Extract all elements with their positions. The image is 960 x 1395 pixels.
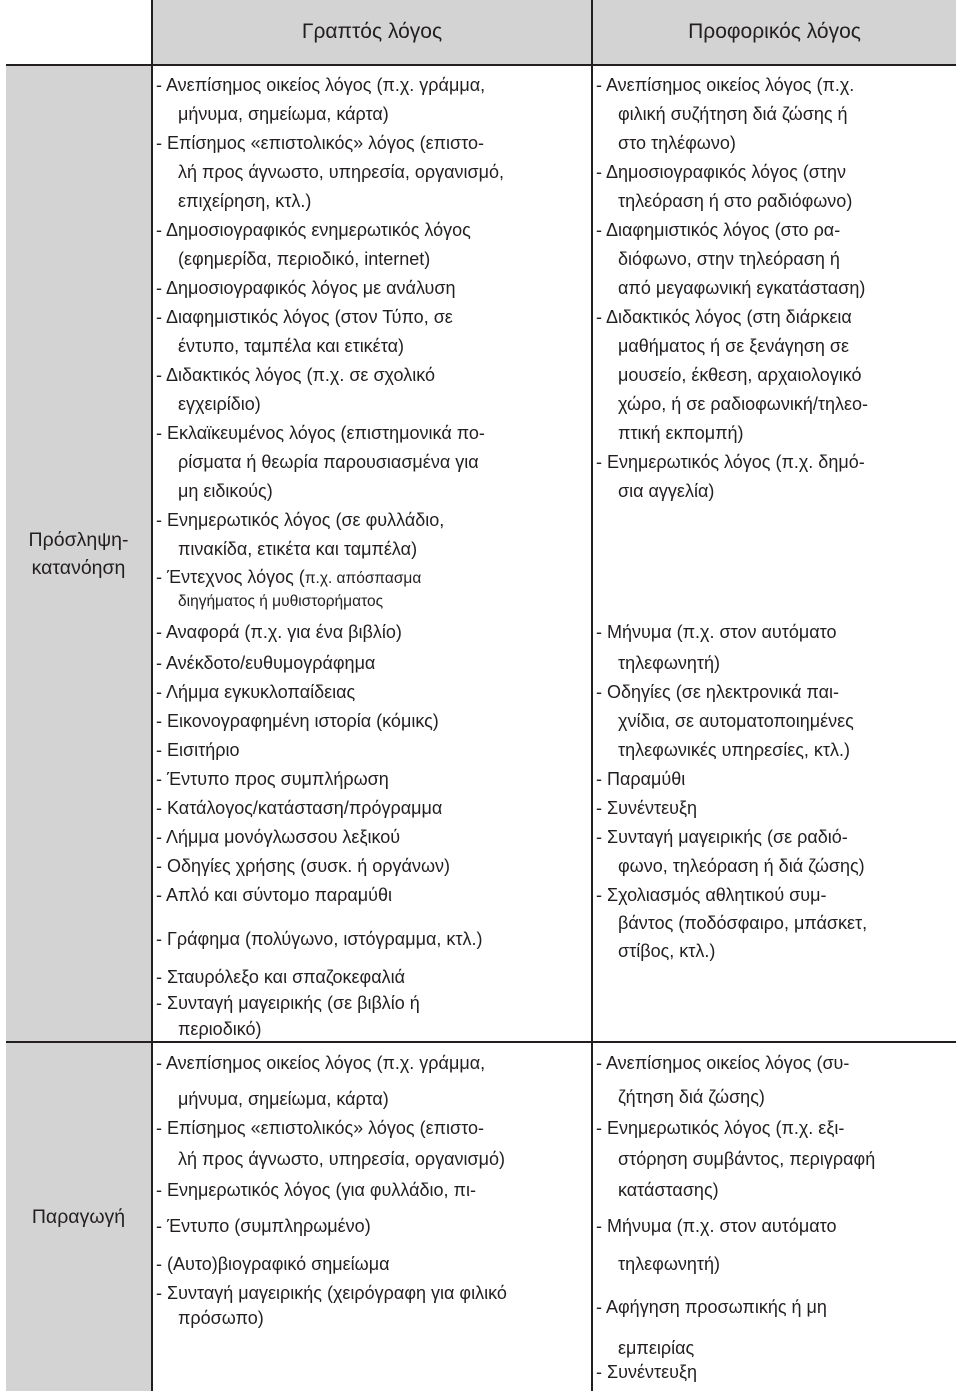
list-line: - Ανεπίσημος οικείος λόγος (π.χ. γράμμα, <box>156 75 486 95</box>
list-line: τηλεφωνητή) <box>618 653 720 673</box>
list-line: - Εκλαϊκευμένος λόγος (επιστημονικά πο- <box>156 423 485 443</box>
column-divider <box>591 0 593 1391</box>
list-line: τηλεφωνικές υπηρεσίες, κτλ.) <box>618 740 851 760</box>
list-line: - Ενημερωτικός λόγος (π.χ. δημό- <box>596 452 865 472</box>
list-line: διόφωνο, στην τηλεόραση ή <box>618 249 840 269</box>
list-line: στο τηλέφωνο) <box>618 133 736 153</box>
label-column-divider <box>151 0 153 1391</box>
list-line: τηλεόραση ή στο ραδιόφωνο) <box>618 191 853 211</box>
list-line: κατάστασης) <box>618 1180 719 1200</box>
list-line: - Μήνυμα (π.χ. στον αυτόματο <box>596 1216 837 1236</box>
list-line: - Λήμμα μονόγλωσσου λεξικού <box>156 827 401 847</box>
list-line: - Διδακτικός λόγος (π.χ. σε σχολικό <box>156 365 435 385</box>
list-line: - Ενημερωτικός λόγος (π.χ. εξι- <box>596 1118 845 1138</box>
list-line: - Αναφορά (π.χ. για ένα βιβλίο) <box>156 622 402 642</box>
list-line: λή προς άγνωστο, υπηρεσία, οργανισμό, <box>178 162 504 182</box>
list-line: - Οδηγίες (σε ηλεκτρονικά παι- <box>596 682 839 702</box>
list-line: περιοδικό) <box>178 1019 262 1039</box>
list-line: - (Αυτο)βιογραφικό σημείωμα <box>156 1254 390 1274</box>
header-oral: Προφορικός λόγος <box>593 0 956 64</box>
list-line: - Σχολιασμός αθλητικού συμ- <box>596 885 827 905</box>
list-line: ζήτηση διά ζώσης) <box>618 1087 765 1107</box>
list-line: επιχείρηση, κτλ.) <box>178 191 312 211</box>
list-line: - Διαφημιστικός λόγος (στο ρα- <box>596 220 841 240</box>
list-line: - Διδακτικός λόγος (στη διάρκεια <box>596 307 852 327</box>
list-line: - Δημοσιογραφικός ενημερωτικός λόγος <box>156 220 471 240</box>
list-line: - Ανεπίσημος οικείος λόγος (π.χ. <box>596 75 855 95</box>
row-label-comprehension <box>6 66 151 1041</box>
list-line: - Ανεπίσημος οικείος λόγος (συ- <box>596 1053 850 1073</box>
list-line: - Συνέντευξη <box>596 1362 698 1382</box>
list-line: (εφημερίδα, περιοδικό, internet) <box>178 249 431 269</box>
list-line: - Ενημερωτικός λόγος (σε φυλλάδιο, <box>156 510 445 530</box>
row-label-production <box>6 1043 151 1391</box>
list-line: - Παραμύθι <box>596 769 686 789</box>
list-line: λή προς άγνωστο, υπηρεσία, οργανισμό) <box>178 1149 505 1169</box>
list-line: - Συνέντευξη <box>596 798 698 818</box>
list-line: τηλεφωνητή) <box>618 1254 720 1274</box>
list-line <box>156 566 421 590</box>
list-line: μήνυμα, σημείωμα, κάρτα) <box>178 1089 389 1109</box>
list-line: πινακίδα, ετικέτα και ταμπέλα) <box>178 539 418 559</box>
list-line: από μεγαφωνική εγκατάσταση) <box>618 278 866 298</box>
list-line: στόρηση συμβάντος, περιγραφή <box>618 1149 876 1169</box>
list-line: - Δημοσιογραφικός λόγος (στην <box>596 162 846 182</box>
list-line: - Έντυπο προς συμπλήρωση <box>156 769 389 789</box>
list-line: - Επίσημος «επιστολικός» λόγος (επιστο- <box>156 133 484 153</box>
list-line: πρόσωπο) <box>178 1308 264 1328</box>
list-line: - Επίσημος «επιστολικός» λόγος (επιστο- <box>156 1118 484 1138</box>
list-line: - Έντυπο (συμπληρωμένο) <box>156 1216 371 1236</box>
list-line: ρίσματα ή θεωρία παρουσιασμένα για <box>178 452 479 472</box>
list-line-part: π.χ. απόσπασμα <box>304 570 422 587</box>
list-line: - Ενημερωτικός λόγος (για φυλλάδιο, πι- <box>156 1180 476 1200</box>
header-divider <box>6 64 956 66</box>
list-line: στίβος, κτλ.) <box>618 941 716 961</box>
genre-table <box>6 0 956 1391</box>
list-line: μαθήματος ή σε ξενάγηση σε <box>618 336 850 356</box>
list-line: - Λήμμα εγκυκλοπαίδειας <box>156 682 356 702</box>
list-line: - Διαφημιστικός λόγος (στον Τύπο, σε <box>156 307 453 327</box>
list-line: φιλική συζήτηση διά ζώσης ή <box>618 104 848 124</box>
row-label-line: κατανόηση <box>31 556 126 579</box>
list-line: - Ανέκδοτο/ευθυμογράφημα <box>156 653 376 673</box>
list-line: χνίδια, σε αυτοματοποιημένες <box>618 711 854 731</box>
list-line-part: - Έντεχνος λόγος ( <box>156 567 305 587</box>
list-line: χώρο, ή σε ραδιοφωνική/τηλεο- <box>618 394 868 414</box>
list-line: φωνο, τηλεόραση ή διά ζώσης) <box>618 856 865 876</box>
list-line: - Συνταγή μαγειρικής (σε βιβλίο ή <box>156 993 420 1013</box>
list-line: - Συνταγή μαγειρικής (χειρόγραφη για φιλικό <box>156 1283 507 1303</box>
list-line: - Σταυρόλεξο και σπαζοκεφαλιά <box>156 967 406 987</box>
list-line: μήνυμα, σημείωμα, κάρτα) <box>178 104 389 124</box>
row-label-line: Πρόσληψη- <box>28 528 129 551</box>
list-line: - Εικονογραφημένη ιστορία (κόμικς) <box>156 711 439 731</box>
list-line: - Κατάλογος/κατάσταση/πρόγραμμα <box>156 798 443 818</box>
list-line: μουσείο, έκθεση, αρχαιολογικό <box>618 365 862 385</box>
list-line: εγχειρίδιο) <box>178 394 261 414</box>
list-line: εμπειρίας <box>618 1338 695 1358</box>
list-line: - Ανεπίσημος οικείος λόγος (π.χ. γράμμα, <box>156 1053 486 1073</box>
row-label-line: Παραγωγή <box>31 1206 126 1228</box>
list-line: πτική εκπομπή) <box>618 423 744 443</box>
list-line: σια αγγελία) <box>618 481 715 501</box>
list-line: - Συνταγή μαγειρικής (σε ραδιό- <box>596 827 848 847</box>
list-line: έντυπο, ταμπέλα και ετικέτα) <box>178 336 404 356</box>
list-line: - Δημοσιογραφικός λόγος με ανάλυση <box>156 278 456 298</box>
row-divider <box>6 1041 956 1043</box>
header-written: Γραπτός λόγος <box>153 0 591 64</box>
list-line: μη ειδικούς) <box>178 481 273 501</box>
list-line: - Απλό και σύντομο παραμύθι <box>156 885 392 905</box>
list-line: - Μήνυμα (π.χ. στον αυτόματο <box>596 622 837 642</box>
list-line: - Εισιτήριο <box>156 740 240 760</box>
list-line: βάντος (ποδόσφαιρο, μπάσκετ, <box>618 913 868 933</box>
list-line: - Γράφημα (πολύγωνο, ιστόγραμμα, κτλ.) <box>156 929 483 949</box>
list-line: - Οδηγίες χρήσης (συσκ. ή οργάνων) <box>156 856 450 876</box>
list-line: διηγήματος ή μυθιστορήματος <box>178 593 384 610</box>
list-line: - Αφήγηση προσωπικής ή μη <box>596 1297 827 1317</box>
